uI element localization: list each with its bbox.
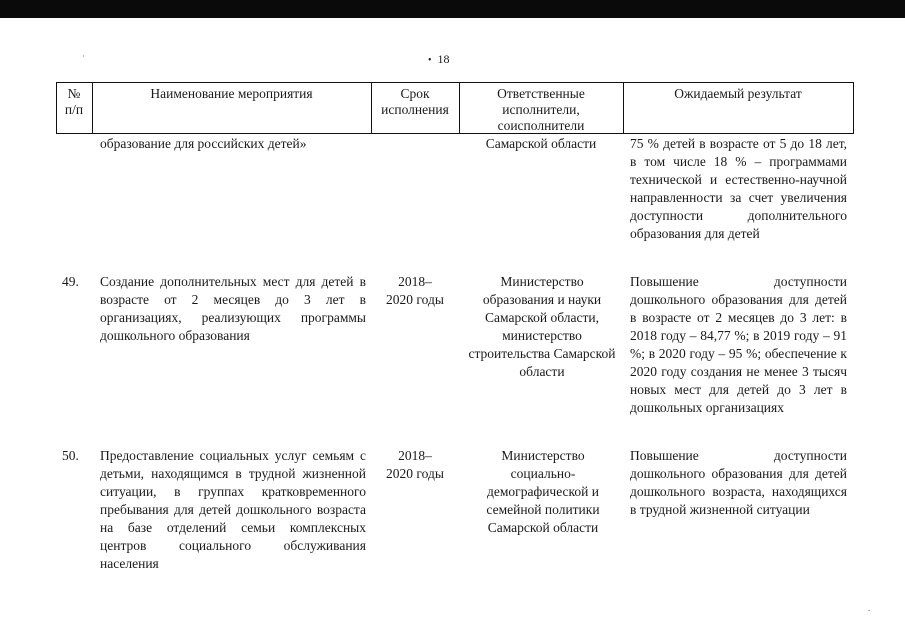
- header-num: № п/п: [64, 86, 84, 117]
- table-top-border: [56, 82, 854, 83]
- row-term: 2018– 2020 годы: [386, 448, 444, 481]
- row-responsible: Министерство образования и науки Самарской области, министерство строительства Самарской области: [468, 274, 616, 379]
- scan-speck: .: [868, 603, 871, 613]
- row-result: Повышение доступности дошкольного образования для детей дошкольного возраста, находящихся в трудной жизненной ситуации: [630, 448, 847, 517]
- row-number: 49.: [62, 274, 79, 289]
- page-number: [428, 52, 450, 67]
- dot-mark: •: [428, 55, 432, 66]
- row-term: 2018– 2020 годы: [386, 274, 444, 307]
- row-name: Создание дополнительных мест для детей в возрасте от 2 месяцев до 3 лет в организациях, реализующих программы дошкольного образования: [100, 274, 366, 343]
- continuation-responsible: Самарской области: [485, 136, 597, 151]
- row-result: Повышение доступности дошкольного образования для детей в возрасте от 2 месяцев до 3 лет: в 2018 году – 84,77 %; в 2019 году – 91 %; в 2020 году – 95 %; обеспечение к 2020 году создания не менее 3 тысяч новых мест для детей до 3 лет в дошкольных организациях: [630, 274, 847, 415]
- continuation-name: образование для российских детей»: [100, 136, 307, 151]
- scan-speck: ˙: [82, 54, 85, 64]
- row-number: 50.: [62, 448, 79, 463]
- header-name: Наименование мероприятия: [150, 86, 313, 101]
- header-result: Ожидаемый результат: [674, 86, 802, 101]
- header-term: Срок исполнения: [381, 86, 449, 117]
- header-responsible: Ответственные исполнители, соисполнители: [497, 86, 585, 133]
- continuation-result: 75 % детей в возрасте от 5 до 18 лет, в том числе 18 % – программами технической и естественно-научной направленности за счет увеличения доступности дополнительного образования для детей: [630, 136, 847, 241]
- col-border: [853, 82, 854, 134]
- row-name: Предоставление социальных услуг семьям с детьми, находящимся в трудной жизненной ситуации, в группах кратковременного пребывания для детей дошкольного возраста на базе отделений семьи комплексных центров социального обслуживания населения: [100, 448, 366, 571]
- row-responsible: Министерство социально-демографической и семейной политики Самарской области: [486, 448, 600, 535]
- page-number-text: 18: [437, 52, 450, 66]
- scan-top-border: [0, 0, 905, 18]
- table-header-bottom-border: [56, 133, 854, 134]
